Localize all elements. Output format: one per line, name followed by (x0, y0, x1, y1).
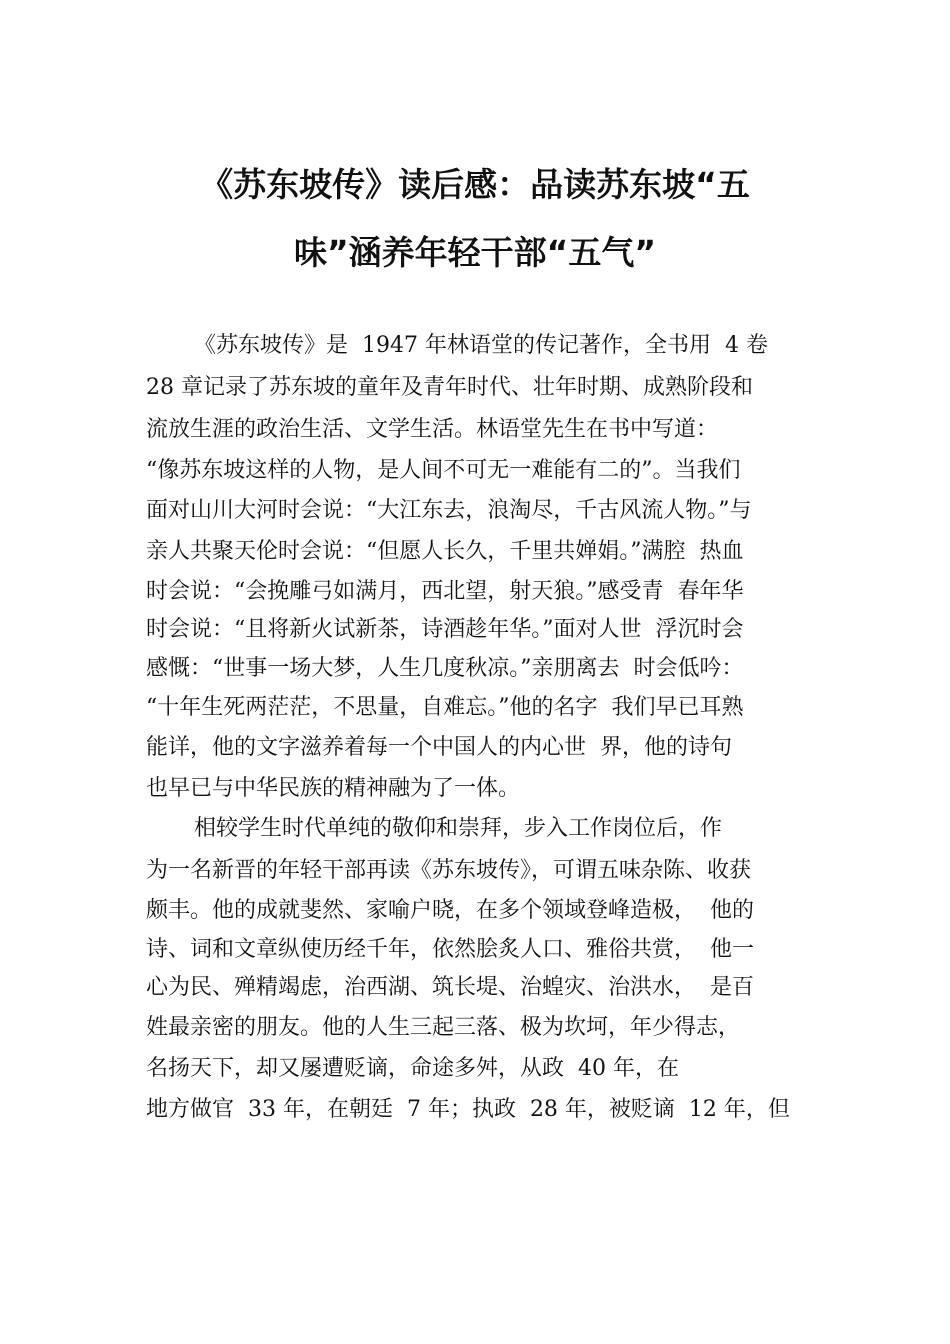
paragraph-line: 为一名新晋的年轻干部再读《苏东坡传》，可谓五味杂陈、收获 (146, 858, 752, 883)
paragraph-line: 姓最亲密的朋友。他的人生三起三落、极为坎坷，年少得志， (146, 1015, 741, 1040)
paragraph-line: 相较学生时代单纯的敬仰和崇拜，步入工作岗位后，作 (194, 816, 723, 841)
document-title-line-2: 味”涵养年轻干部“五气” (293, 233, 657, 272)
paragraph-line: 诗、词和文章纵使历经千年，依然脍炙人口、雅俗共赏， 他一 (146, 937, 754, 962)
paragraph-line: 28 章记录了苏东坡的童年及青年时代、壮年时期、成熟阶段和 (146, 375, 753, 400)
paragraph-line: 时会说：“且将新火试新茶，诗酒趁年华。”面对人世 浮沉时会 (146, 617, 744, 642)
paragraph-line: 心为民、殚精竭虑，治西湖、筑长堤、治蝗灾、治洪水， 是百 (146, 975, 754, 1000)
document-title-line-1: 《苏东坡传》读后感：品读苏东坡“五 (200, 165, 750, 204)
paragraph-line: 地方做官 33 年，在朝廷 7 年；执政 28 年，被贬谪 12 年，但 (146, 1097, 790, 1122)
paragraph-line: 时会说：“会挽雕弓如满月，西北望，射天狼。”感受青 春年华 (146, 579, 744, 604)
paragraph-line: 亲人共聚天伦时会说：“但愿人长久，千里共婵娟。”满腔 热血 (146, 539, 744, 564)
paragraph-line: 面对山川大河时会说：“大江东去，浪淘尽，千古风流人物。”与 (146, 498, 752, 523)
paragraph-line: 颇丰。他的成就斐然、家喻户晓，在多个领域登峰造极， 他的 (146, 898, 754, 923)
paragraph-line: 流放生涯的政治生活、文学生活。林语堂先生在书中写道： (146, 417, 719, 442)
paragraph-line: 感慨：“世事一场大梦，人生几度秋凉。”亲朋离去 时会低吟： (146, 656, 744, 681)
paragraph-line: “十年生死两茫茫，不思量，自难忘。”他的名字 我们早已耳熟 (146, 695, 744, 720)
paragraph-line: 《苏东坡传》是 1947 年林语堂的传记著作，全书用 4 卷 (194, 333, 768, 358)
paragraph-line: 能详，他的文字滋养着每一个中国人的内心世 界，他的诗句 (146, 735, 732, 760)
paragraph-line: 名扬天下，却又屡遭贬谪，命途多舛，从政 40 年，在 (146, 1056, 679, 1081)
paragraph-line: “像苏东坡这样的人物，是人间不可无一难能有二的”。当我们 (146, 458, 741, 483)
paragraph-line: 也早已与中华民族的精神融为了一体。 (146, 776, 521, 801)
